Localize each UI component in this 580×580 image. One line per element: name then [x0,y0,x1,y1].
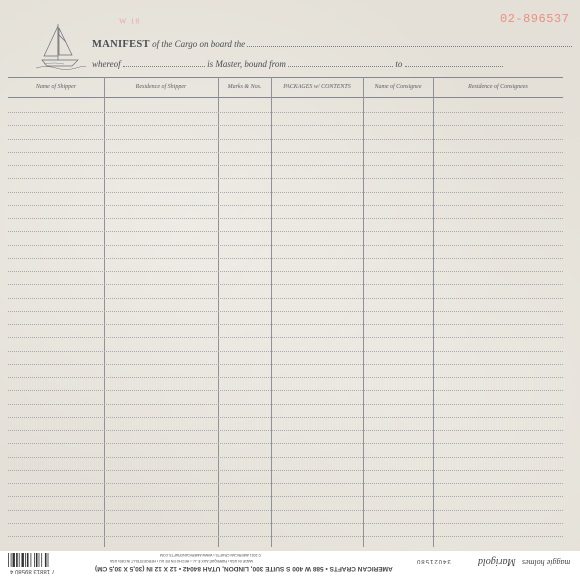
master-label: is Master, bound from [207,59,286,69]
barcode-bar [36,553,38,567]
fine-print-2: © 2021 AMERICAN CRAFTS • WWW.AMERICANCRAFTS.COM [160,553,262,557]
manifest-row-line [8,457,563,458]
manifest-row-line [8,483,563,484]
barcode-bar [45,553,47,567]
manifest-row-line [8,377,563,378]
manifest-word: MANIFEST [92,39,150,50]
manifest-row-line [8,364,563,365]
manifest-row-line [8,139,563,140]
barcode-bar [48,553,49,567]
manifest-row-line [8,417,563,418]
brand-logo: maggie holmes [522,558,571,567]
column-divider [363,77,364,547]
manifest-row-line [8,510,563,511]
column-divider [104,77,105,547]
manifest-row-line [8,125,563,126]
manifest-row-line [8,205,563,206]
barcode-bar [11,553,12,567]
column-residence-of-shipper: Residence of Shipper [135,84,187,90]
manifest-row-line [8,311,563,312]
serial-number: 02-896537 [500,12,570,26]
barcode-bar [34,553,35,567]
manifest-row-line [8,351,563,352]
manifest-row-line [8,218,563,219]
red-stamp: W 18 [119,17,141,26]
manifest-row-line [8,112,563,113]
manifest-row-line [8,404,563,405]
barcode-bar [41,553,42,567]
barcode-icon [8,553,63,567]
product-code: 34021580 [416,558,451,564]
barcode-bar [13,553,15,567]
manifest-title [92,38,572,50]
to-label: to [395,59,403,69]
manifest-row-line [8,324,563,325]
column-divider [433,77,434,547]
column-residence-of-consignees: Residence of Consignees [468,84,528,90]
manifest-row-line [8,337,563,338]
title-rest: of the Cargo on board the [152,39,246,49]
barcode-bar [27,553,29,567]
manifest-row-line [8,390,563,391]
column-divider [271,77,272,547]
origin-blank [288,58,393,67]
manifest-row-line [8,271,563,272]
destination-blank [405,58,503,67]
manifest-row-line [8,152,563,153]
manifest-row-line [8,496,563,497]
sailboat-sketch-icon [34,20,86,72]
manifest-row-line [8,430,563,431]
whereof-label: whereof [92,59,121,69]
manifest-subline [92,58,503,69]
barcode-bar [31,553,32,567]
header-rule-bottom [8,97,563,98]
barcode-bar [16,553,18,567]
manifest-row-line [8,178,563,179]
fine-print-1: MADE IN USA • FABRIQUÉ AUX É.-U. • HECHO EN EE UU • HERGESTELLT IN DEN USA [110,559,253,563]
manifest-row-line [8,192,563,193]
column-name-of-shipper: Name of Shipper [35,84,77,90]
manifest-row-line [8,298,563,299]
column-packages-contents: PACKAGES w/ CONTENTS [283,84,351,90]
manifest-row-line [8,536,563,537]
column-divider [218,77,219,547]
manifest-row-line [8,231,563,232]
master-name-blank [123,58,205,67]
barcode-bar [8,553,9,567]
footer-strip [0,551,580,580]
barcode-bar [25,553,26,567]
manifest-row-line [8,284,563,285]
manifest-row-line [8,258,563,259]
vessel-blank [247,38,572,47]
manifest-row-line [8,470,563,471]
manifest-row-line [8,245,563,246]
column-marks-nos: Marks & Nos. [227,84,262,90]
signature-logo-icon: Marigold [478,556,516,567]
barcode-number: 7 18813 89580 4 [10,568,56,574]
barcode-bar [39,553,40,567]
manifest-row-line [8,443,563,444]
manifest-row-line [8,523,563,524]
company-address: AMERICAN CRAFTS • 588 W 400 S SUITE 300, LINDON, UTAH 84042 • 12 X 12 IN (30,5 X 30,5 CM) [95,565,393,572]
manifest-row-line [8,165,563,166]
barcode-bar [22,553,24,567]
barcode-bar [19,553,20,567]
column-name-of-consignee: Name of Consignee [374,84,422,90]
header-rule-top [8,77,563,78]
